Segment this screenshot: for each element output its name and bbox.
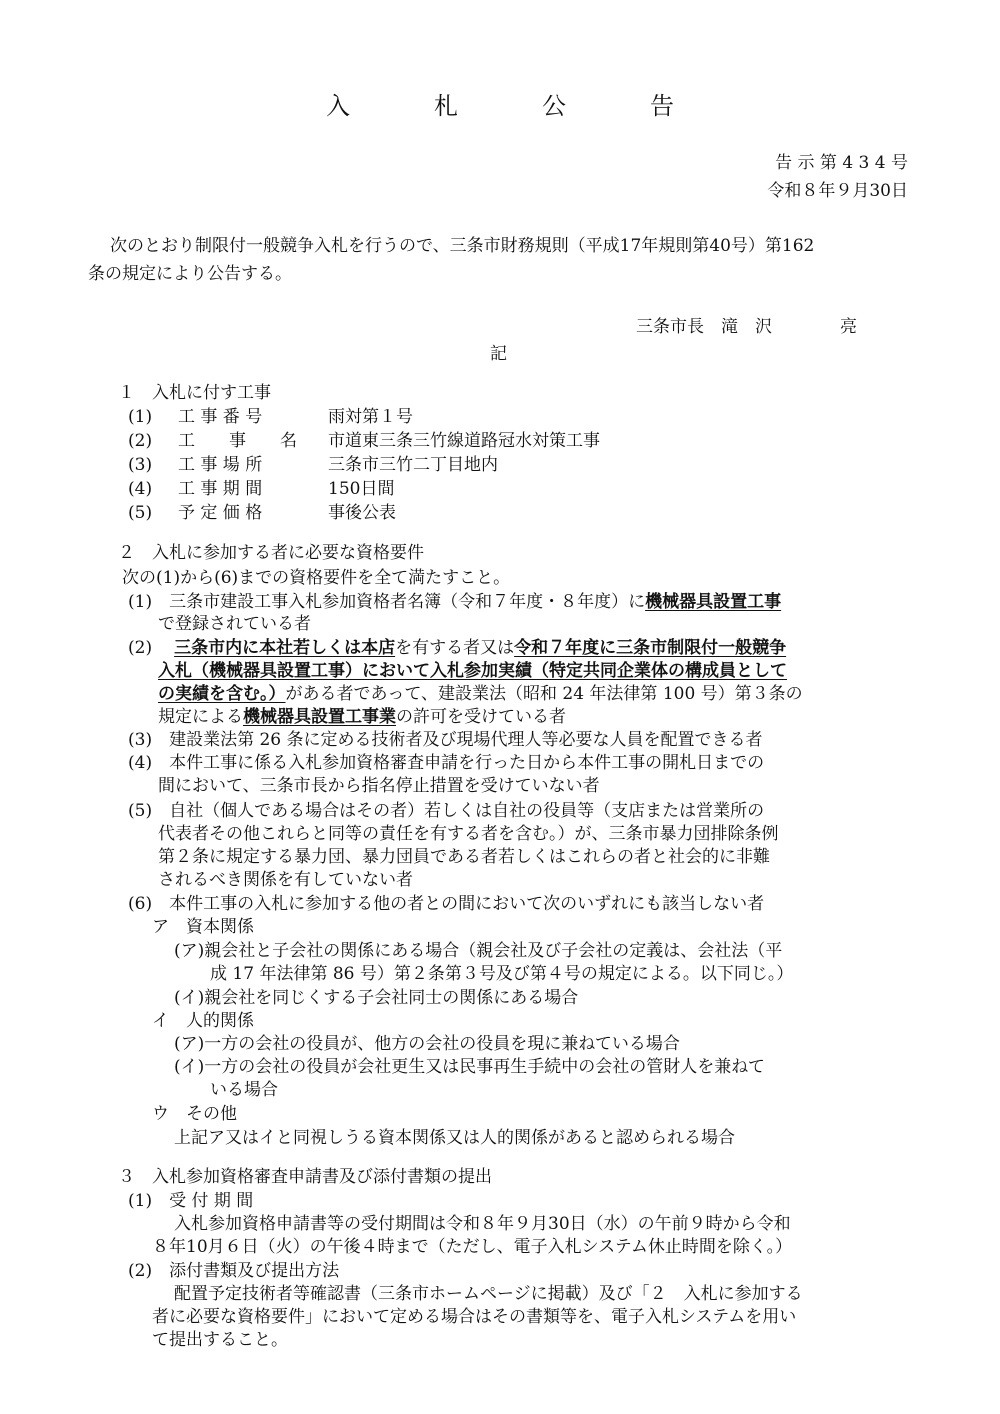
s3-item-1-line-1: 入札参加資格申請書等の受付期間は令和８年９月30日（水）の午前９時から令和: [174, 1214, 791, 1234]
mayor-signature: 三条市長 滝 沢 亮: [636, 317, 857, 337]
s1-row: (1) 工 事 番 号 雨対第１号: [128, 407, 413, 427]
s2-sub-i-heading: イ 人的関係: [152, 1011, 254, 1031]
notice-date: 令和８年９月30日: [767, 181, 908, 201]
s2-item-2-line-2: 入札（機械器具設置工事）において入札参加実績（特定共同企業体の構成員として: [158, 661, 787, 681]
s2-sub-a1-line-1: (ア)親会社と子会社の関係にある場合（親会社及び子会社の定義は、会社法（平: [174, 941, 783, 961]
s2-sub-i2-line-2: いる場合: [210, 1080, 278, 1100]
s2-item-1-line-1: (1) 三条市建設工事入札参加資格者名簿（令和７年度・８年度）に機械器具設置工事: [128, 592, 782, 612]
s3-item-2-heading: (2) 添付書類及び提出方法: [128, 1261, 340, 1281]
s3-item-2-line-3: て提出すること。: [152, 1330, 288, 1350]
s2-item-5-line-1: (5) 自社（個人である場合はその者）若しくは自社の役員等（支店または営業所の: [128, 801, 765, 821]
s2-item-5-line-4: されるべき関係を有していない者: [158, 870, 413, 890]
s2-item-2-line-1: (2) 三条市内に本社若しくは本店を有する者又は令和７年度に三条市制限付一般競争: [128, 638, 787, 658]
s2-sub-u-heading: ウ その他: [152, 1104, 237, 1124]
s1-row: (5) 予 定 価 格 事後公表: [128, 503, 396, 523]
s2-item-2-line-4: 規定による機械器具設置工事業の許可を受けている者: [158, 707, 566, 727]
s2-item-3: (3) 建設業法第 26 条に定める技術者及び現場代理人等必要な人員を配置できる者: [128, 730, 763, 750]
s1-row: (3) 工 事 場 所 三条市三竹二丁目地内: [128, 455, 498, 475]
intro-line-2: 条の規定により公告する。: [88, 264, 292, 284]
section-1-heading: １ 入札に付す工事: [118, 383, 271, 403]
ki-mark: 記: [490, 344, 507, 364]
s1-row: (4) 工 事 期 間 150日間: [128, 479, 395, 499]
s3-item-1-line-2: ８年10月６日（火）の午後４時まで（ただし、電子入札システム休止時間を除く。）: [152, 1237, 793, 1257]
s2-item-4-line-1: (4) 本件工事に係る入札参加資格審査申請を行った日から本件工事の開札日までの: [128, 753, 765, 773]
s2-sub-a1-line-2: 成 17 年法律第 86 号）第２条第３号及び第４号の規定による。以下同じ。）: [210, 964, 794, 984]
s3-item-2-line-1: 配置予定技術者等確認書（三条市ホームページに掲載）及び「２ 入札に参加する: [174, 1284, 803, 1304]
s2-item-2-line-3: の実績を含む。）がある者であって、建設業法（昭和 24 年法律第 100 号）第３条の: [158, 684, 803, 704]
s1-row: (2) 工 事 名 市道東三条三竹線道路冠水対策工事: [128, 431, 600, 451]
intro-line-1: 次のとおり制限付一般競争入札を行うので、三条市財務規則（平成17年規則第40号）第162: [110, 236, 815, 256]
s2-sub-a-heading: ア 資本関係: [152, 917, 254, 937]
section-3-heading: ３ 入札参加資格審査申請書及び添付書類の提出: [118, 1167, 492, 1187]
s2-item-1-line-2: で登録されている者: [158, 614, 311, 634]
s2-sub-i1: (ア)一方の会社の役員が、他方の会社の役員を現に兼ねている場合: [174, 1034, 680, 1054]
s2-sub-u-body: 上記ア又はイと同視しうる資本関係又は人的関係があると認められる場合: [174, 1128, 735, 1148]
s2-sub-i2-line-1: (イ)一方の会社の役員が会社更生又は民事再生手続中の会社の管財人を兼ねて: [174, 1057, 765, 1077]
s3-item-1-heading: (1) 受 付 期 間: [128, 1191, 254, 1211]
s2-item-6: (6) 本件工事の入札に参加する他の者との間において次のいずれにも該当しない者: [128, 894, 765, 914]
s2-item-4-line-2: 間において、三条市長から指名停止措置を受けていない者: [158, 776, 600, 796]
s2-item-5-line-3: 第２条に規定する暴力団、暴力団員である者若しくはこれらの者と社会的に非難: [158, 847, 770, 867]
section-2-heading: ２ 入札に参加する者に必要な資格要件: [118, 543, 424, 563]
s2-lead: 次の(1)から(6)までの資格要件を全て満たすこと。: [122, 568, 511, 588]
s3-item-2-line-2: 者に必要な資格要件」において定める場合はその書類等を、電子入札システムを用い: [152, 1307, 797, 1327]
s2-sub-a2: (イ)親会社を同じくする子会社同士の関係にある場合: [174, 988, 579, 1008]
s2-item-5-line-2: 代表者その他これらと同等の責任を有する者を含む。）が、三条市暴力団排除条例: [158, 824, 779, 844]
notice-number: 告 示 第 4 3 4 号: [775, 153, 908, 173]
document-title: 入 札 公 告: [326, 92, 704, 120]
